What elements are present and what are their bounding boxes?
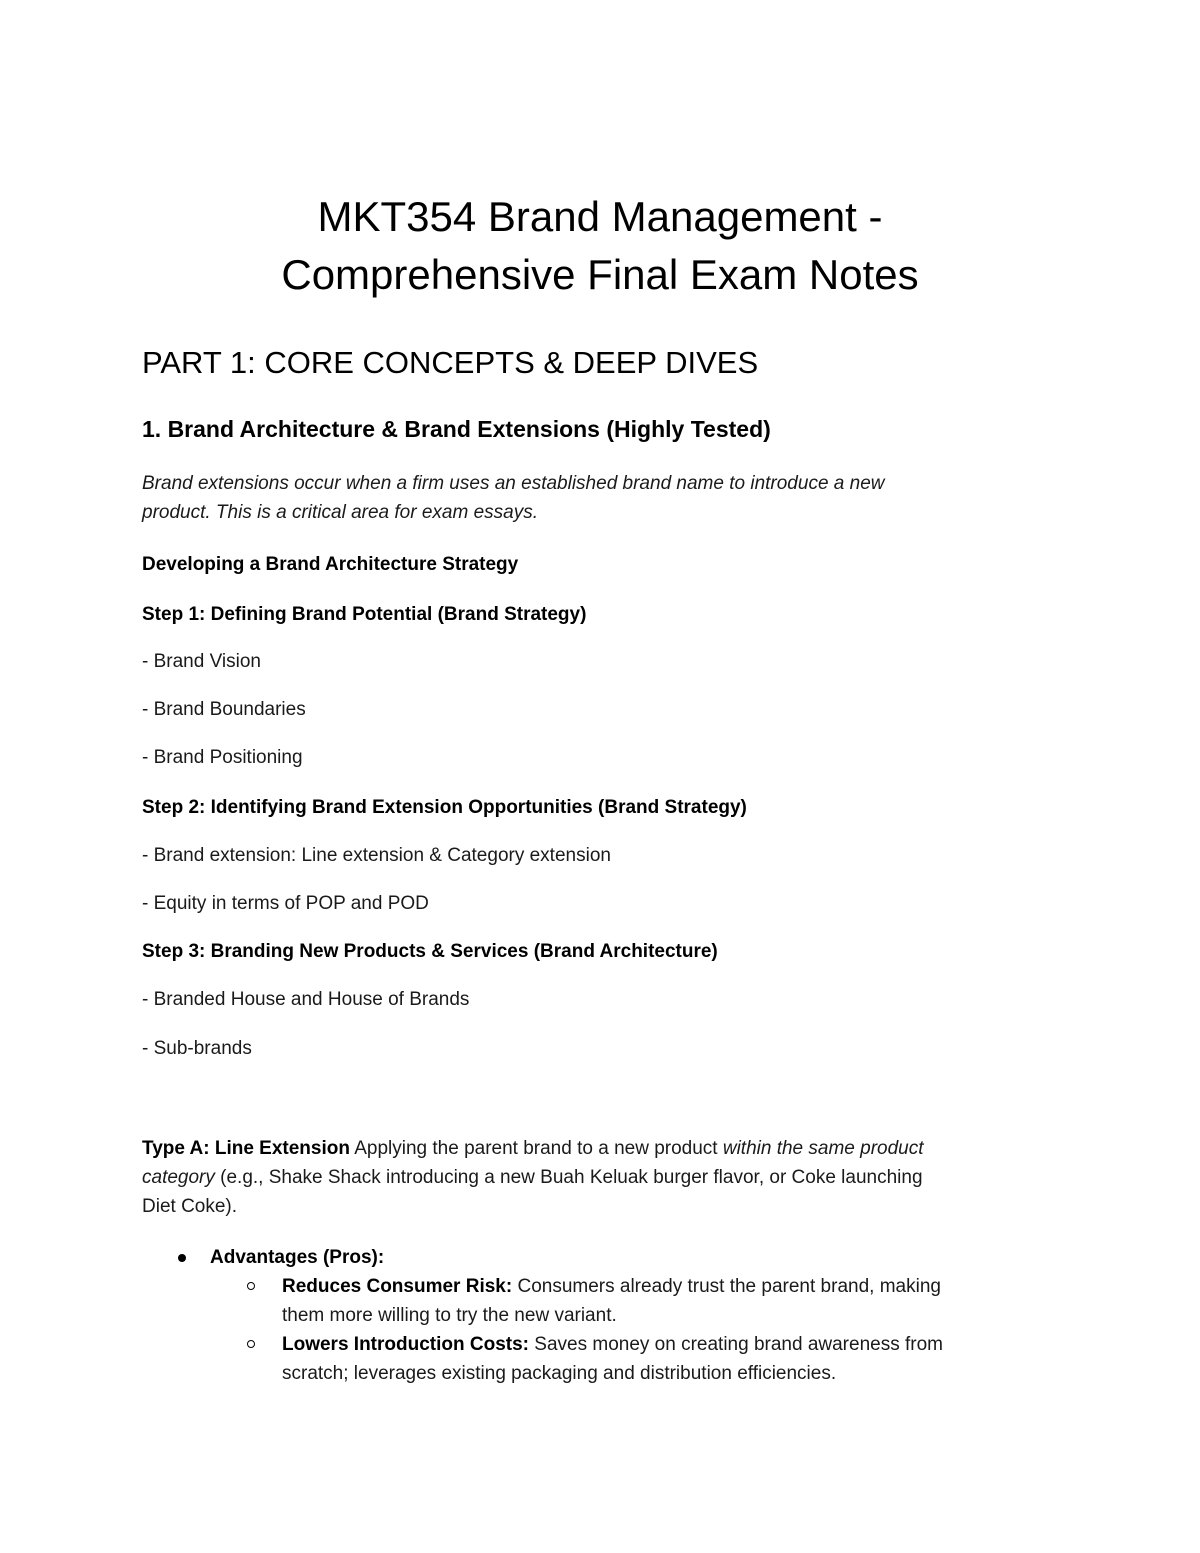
title-line-2: Comprehensive Final Exam Notes xyxy=(281,251,919,298)
bullet-disc-icon xyxy=(178,1254,186,1262)
item-text: them more willing to try the new variant. xyxy=(282,1305,617,1326)
step-1-item: - Brand Vision xyxy=(142,651,261,672)
type-a-line-2 xyxy=(142,1163,923,1192)
step-2-item: - Equity in terms of POP and POD xyxy=(142,893,429,914)
step-2-item: - Brand extension: Line extension & Category extension xyxy=(142,845,611,866)
document-title xyxy=(100,188,1100,304)
item-label: Reduces Consumer Risk: xyxy=(282,1276,513,1297)
type-a-line-1 xyxy=(142,1134,924,1163)
type-a-italic: within the same product xyxy=(722,1138,924,1159)
intro-line-2: product. This is a critical area for exam essays. xyxy=(142,502,538,523)
type-a-label: Type A: Line Extension xyxy=(142,1138,350,1159)
bullet-circle-icon xyxy=(247,1282,255,1290)
type-a-text: (e.g., Shake Shack introducing a new Buah Keluak burger flavor, or Coke launching xyxy=(214,1167,923,1188)
section-heading: 1. Brand Architecture & Brand Extensions (Highly Tested) xyxy=(142,416,771,442)
advantages-heading: Advantages (Pros): xyxy=(142,1243,1062,1272)
intro-line-1: Brand extensions occur when a firm uses an established brand name to introduce a new xyxy=(142,473,885,494)
step-1-heading: Step 1: Defining Brand Potential (Brand Strategy) xyxy=(142,604,587,625)
item-text: scratch; leverages existing packaging and distribution efficiencies. xyxy=(282,1363,837,1384)
advantages-list xyxy=(142,1243,1062,1388)
item-text: Consumers already trust the parent brand, making xyxy=(512,1276,941,1297)
step-1-item: - Brand Positioning xyxy=(142,747,303,768)
item-text: Saves money on creating brand awareness from xyxy=(529,1334,943,1355)
step-1-item: - Brand Boundaries xyxy=(142,699,306,720)
step-3-item: - Branded House and House of Brands xyxy=(142,989,470,1010)
step-3-item: - Sub-brands xyxy=(142,1038,252,1059)
type-a-text: Applying the parent brand to a new product xyxy=(349,1138,723,1159)
step-3-heading: Step 3: Branding New Products & Services (Brand Architecture) xyxy=(142,941,718,962)
list-item xyxy=(142,1330,1062,1388)
part-heading: PART 1: CORE CONCEPTS & DEEP DIVES xyxy=(142,345,759,380)
title-line-1: MKT354 Brand Management - xyxy=(317,193,883,240)
type-a-line-3: Diet Coke). xyxy=(142,1196,238,1217)
type-a-italic: category xyxy=(142,1167,215,1188)
strategy-heading: Developing a Brand Architecture Strategy xyxy=(142,554,519,575)
bullet-circle-icon xyxy=(247,1340,255,1348)
item-label: Lowers Introduction Costs: xyxy=(282,1334,529,1355)
list-item xyxy=(142,1272,1062,1330)
step-2-heading: Step 2: Identifying Brand Extension Opportunities (Brand Strategy) xyxy=(142,797,747,818)
